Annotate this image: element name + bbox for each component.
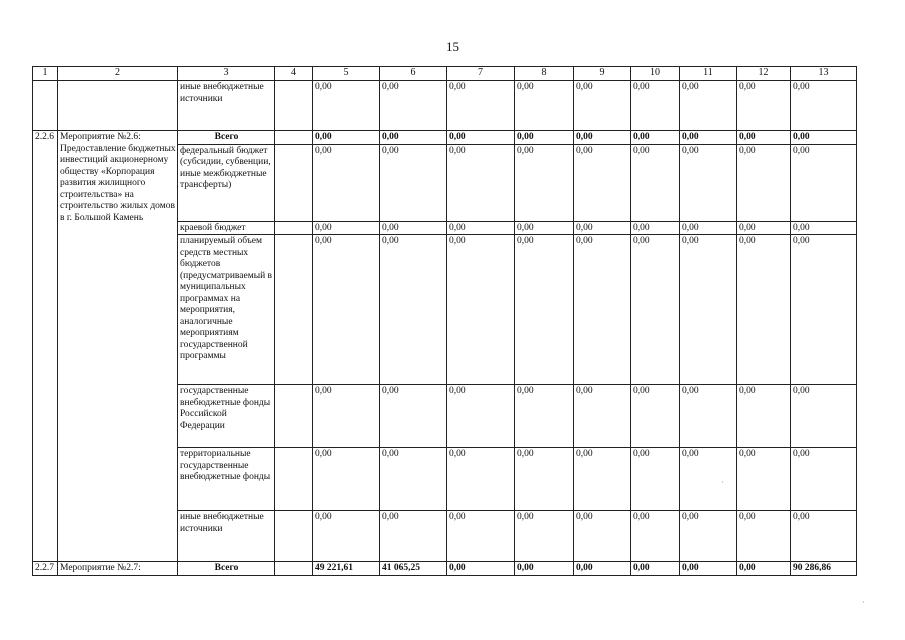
- page-number: 15: [446, 39, 459, 54]
- funding-source: государственные внебюджетные фонды Российской Федерации: [178, 385, 275, 448]
- column-number: 5: [313, 67, 380, 81]
- amount-cell: 0,00: [680, 131, 737, 145]
- amount-cell: 0,00: [791, 221, 857, 235]
- amount-cell: 0,00: [447, 131, 515, 145]
- amount-cell: 0,00: [574, 81, 631, 131]
- amount-cell: 0,00: [631, 144, 680, 221]
- activity-title: Мероприятие №2.7:: [58, 562, 178, 576]
- activity-title: Мероприятие №2.6: Предоставление бюджетных инвестиций акционерному обществу «Корпорация развития жилищного строительства» на строительство жилых домов в г. Большой Камень: [58, 131, 178, 562]
- column-number: 4: [275, 67, 313, 81]
- amount-cell: 0,00: [447, 144, 515, 221]
- amount-cell: 0,00: [447, 448, 515, 511]
- amount-cell: 0,00: [631, 448, 680, 511]
- amount-cell: 0,00: [313, 235, 380, 385]
- amount-cell: 0,00: [380, 221, 447, 235]
- table-row: [33, 81, 857, 131]
- column-number: 3: [178, 67, 275, 81]
- amount-cell: 0,00: [380, 385, 447, 448]
- funding-source: иные внебюджетные источники: [178, 81, 275, 131]
- amount-cell: 0,00: [447, 235, 515, 385]
- activity-number: 2.2.7: [33, 562, 58, 576]
- amount-cell: 0,00: [791, 131, 857, 145]
- amount-cell: 0,00: [574, 511, 631, 562]
- empty-cell: [275, 562, 313, 576]
- amount-cell: 0,00: [447, 385, 515, 448]
- amount-cell: 0,00: [737, 448, 791, 511]
- amount-cell: 0,00: [680, 221, 737, 235]
- amount-cell: 0,00: [447, 511, 515, 562]
- amount-cell: 0,00: [737, 235, 791, 385]
- amount-cell: 0,00: [680, 511, 737, 562]
- amount-cell: 0,00: [791, 235, 857, 385]
- amount-cell: 0,00: [447, 562, 515, 576]
- amount-cell: 0,00: [574, 235, 631, 385]
- amount-cell: 0,00: [313, 81, 380, 131]
- budget-table: [32, 66, 857, 576]
- amount-cell: 0,00: [574, 385, 631, 448]
- amount-cell: 0,00: [737, 131, 791, 145]
- amount-cell: 0,00: [515, 385, 574, 448]
- funding-source: планируемый объем средств местных бюджетов (предусматриваемый в муниципальных программах на мероприятия, аналогичные мероприятиям государственной программы: [178, 235, 275, 385]
- amount-cell: 0,00: [574, 221, 631, 235]
- table-row: [33, 131, 857, 145]
- amount-cell: 0,00: [680, 144, 737, 221]
- activity-number: 2.2.6: [33, 131, 58, 562]
- amount-cell: 0,00: [447, 221, 515, 235]
- amount-cell: 0,00: [791, 81, 857, 131]
- amount-cell: 0,00: [380, 235, 447, 385]
- empty-cell: [275, 511, 313, 562]
- amount-cell: 0,00: [791, 385, 857, 448]
- column-number: 12: [737, 67, 791, 81]
- amount-cell: 0,00: [574, 131, 631, 145]
- amount-cell: 0,00: [574, 562, 631, 576]
- amount-cell: 0,00: [574, 448, 631, 511]
- amount-cell: 0,00: [380, 448, 447, 511]
- funding-source: Всего: [178, 131, 275, 145]
- amount-cell: 0,00: [737, 144, 791, 221]
- column-number: 2: [58, 67, 178, 81]
- amount-cell: 0,00: [631, 562, 680, 576]
- amount-cell: 0,00: [737, 81, 791, 131]
- amount-cell: 0,00: [515, 221, 574, 235]
- amount-cell: 0,00: [680, 235, 737, 385]
- amount-cell: 0,00: [380, 144, 447, 221]
- amount-cell: 0,00: [515, 81, 574, 131]
- amount-cell: 0,00: [515, 235, 574, 385]
- column-number: 6: [380, 67, 447, 81]
- amount-cell: 0,00: [515, 562, 574, 576]
- activity-number: [33, 81, 58, 131]
- funding-source: краевой бюджет: [178, 221, 275, 235]
- amount-cell: 0,00: [737, 221, 791, 235]
- amount-cell: 0,00: [737, 562, 791, 576]
- column-number: 8: [515, 67, 574, 81]
- amount-cell: 0,00: [737, 511, 791, 562]
- amount-cell: 0,00: [631, 81, 680, 131]
- amount-cell: 90 286,86: [791, 562, 857, 576]
- amount-cell: 0,00: [515, 511, 574, 562]
- empty-cell: [275, 81, 313, 131]
- amount-cell: 0,00: [631, 235, 680, 385]
- amount-cell: 0,00: [313, 448, 380, 511]
- amount-cell: 0,00: [313, 385, 380, 448]
- column-number: 10: [631, 67, 680, 81]
- column-number: 7: [447, 67, 515, 81]
- empty-cell: [275, 131, 313, 145]
- column-number: 9: [574, 67, 631, 81]
- amount-cell: 0,00: [380, 131, 447, 145]
- empty-cell: [275, 144, 313, 221]
- amount-cell: 0,00: [313, 221, 380, 235]
- amount-cell: 49 221,61: [313, 562, 380, 576]
- column-number: 1: [33, 67, 58, 81]
- funding-source: Всего: [178, 562, 275, 576]
- amount-cell: 0,00: [515, 131, 574, 145]
- amount-cell: 0,00: [680, 385, 737, 448]
- amount-cell: 0,00: [313, 144, 380, 221]
- table-row: [33, 562, 857, 576]
- amount-cell: 0,00: [737, 385, 791, 448]
- amount-cell: 0,00: [791, 511, 857, 562]
- amount-cell: 0,00: [791, 448, 857, 511]
- amount-cell: 0,00: [447, 81, 515, 131]
- amount-cell: 0,00: [380, 81, 447, 131]
- column-number: 13: [791, 67, 857, 81]
- amount-cell: 0,00: [680, 448, 737, 511]
- activity-title: [58, 81, 178, 131]
- amount-cell: 0,00: [680, 81, 737, 131]
- scan-speck: ·: [721, 478, 724, 487]
- amount-cell: 0,00: [515, 144, 574, 221]
- empty-cell: [275, 385, 313, 448]
- amount-cell: 0,00: [313, 131, 380, 145]
- column-number-row: [33, 67, 857, 81]
- empty-cell: [275, 221, 313, 235]
- amount-cell: 0,00: [515, 448, 574, 511]
- amount-cell: 0,00: [631, 131, 680, 145]
- amount-cell: 0,00: [631, 511, 680, 562]
- amount-cell: 0,00: [680, 562, 737, 576]
- amount-cell: 0,00: [791, 144, 857, 221]
- column-number: 11: [680, 67, 737, 81]
- amount-cell: 0,00: [631, 385, 680, 448]
- empty-cell: [275, 235, 313, 385]
- amount-cell: 0,00: [631, 221, 680, 235]
- amount-cell: 0,00: [574, 144, 631, 221]
- scan-speck: ·: [862, 598, 865, 607]
- amount-cell: 41 065,25: [380, 562, 447, 576]
- funding-source: иные внебюджетные источники: [178, 511, 275, 562]
- empty-cell: [275, 448, 313, 511]
- funding-source: федеральный бюджет (субсидии, субвенции, иные межбюджетные трансферты): [178, 144, 275, 221]
- amount-cell: 0,00: [380, 511, 447, 562]
- funding-source: территориальные государственные внебюджетные фонды: [178, 448, 275, 511]
- amount-cell: 0,00: [313, 511, 380, 562]
